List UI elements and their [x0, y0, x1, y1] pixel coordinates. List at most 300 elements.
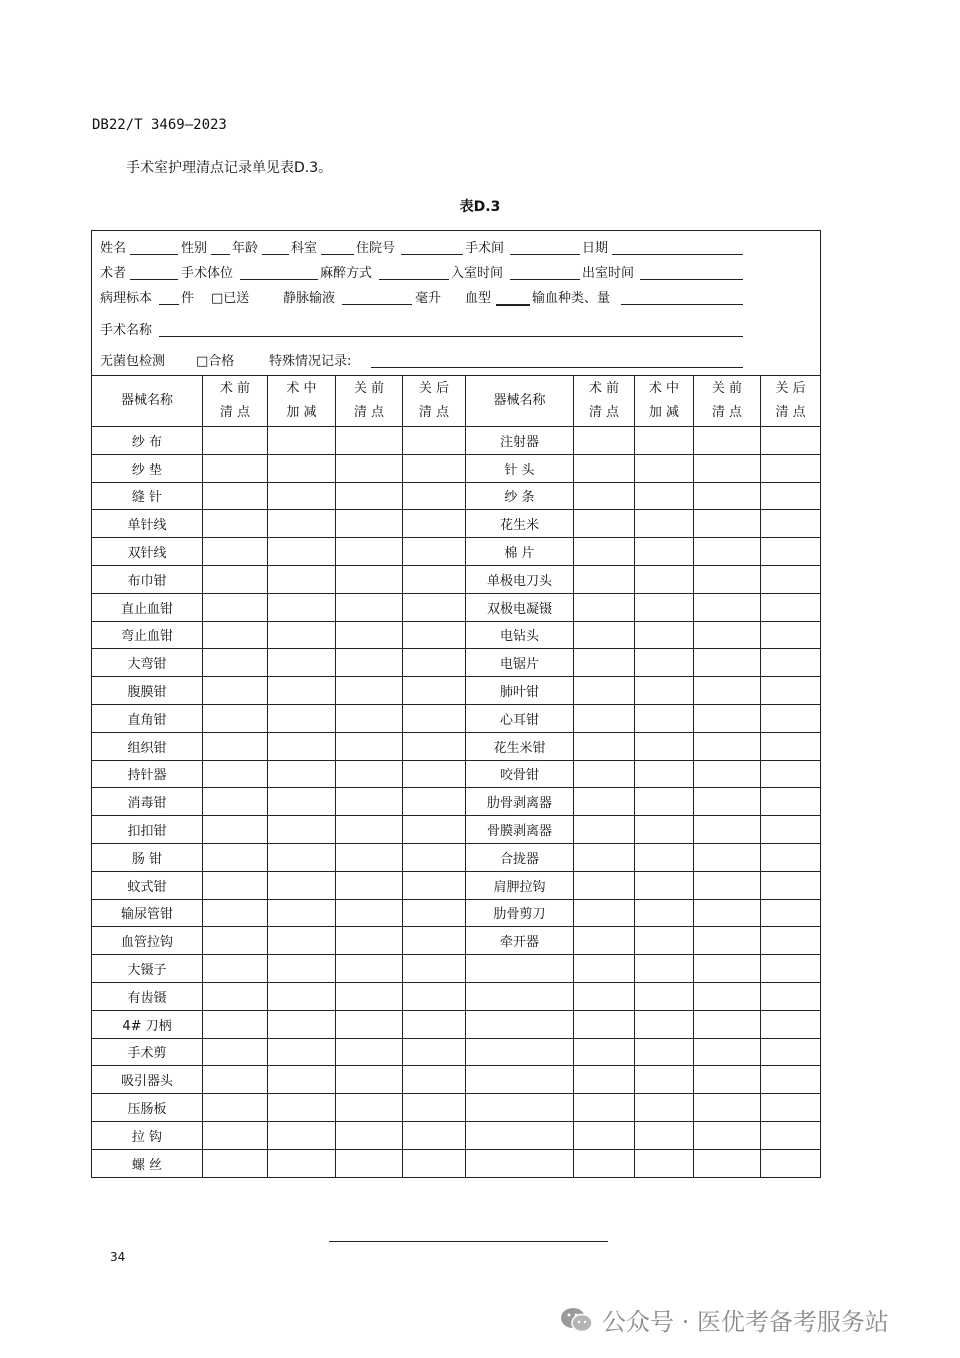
count-cell-preclose-right[interactable]: [694, 427, 761, 455]
count-cell-pre-count-left[interactable]: [203, 565, 268, 593]
table-row: [92, 1121, 821, 1149]
count-cell-postclose-right[interactable]: [761, 1066, 821, 1094]
count-cell-pre-count-right[interactable]: [574, 927, 635, 955]
field-operation-name[interactable]: [159, 336, 743, 337]
count-cell-intraop-left[interactable]: [268, 1038, 336, 1066]
count-cell-preclose-left[interactable]: [336, 871, 403, 899]
field-dept[interactable]: [321, 254, 354, 255]
count-cell-pre-count-left[interactable]: [203, 788, 268, 816]
count-cell-postclose-right[interactable]: [761, 732, 821, 760]
instrument-name-right: 肩胛拉钩: [466, 871, 574, 899]
count-cell-postclose-left[interactable]: [403, 982, 466, 1010]
count-cell-pre-count-right[interactable]: [574, 593, 635, 621]
count-cell-pre-count-right[interactable]: [574, 704, 635, 732]
instrument-name-right: 心耳钳: [466, 704, 574, 732]
count-cell-intraop-right[interactable]: [635, 927, 694, 955]
count-cell-intraop-right[interactable]: [635, 1066, 694, 1094]
count-cell-preclose-left[interactable]: [336, 565, 403, 593]
count-cell-intraop-left[interactable]: [268, 1121, 336, 1149]
count-cell-pre-count-right[interactable]: [574, 427, 635, 455]
instrument-name-right: 咬骨钳: [466, 760, 574, 788]
col-header-preclose-right: 关 前 清 点: [694, 376, 761, 427]
count-cell-postclose-left[interactable]: [403, 927, 466, 955]
table-row: [92, 788, 821, 816]
count-cell-postclose-right[interactable]: [761, 1121, 821, 1149]
count-cell-preclose-left[interactable]: [336, 955, 403, 983]
count-cell-preclose-left[interactable]: [336, 843, 403, 871]
field-transfusion[interactable]: [621, 304, 743, 305]
count-cell-intraop-left[interactable]: [268, 955, 336, 983]
count-cell-preclose-right[interactable]: [694, 843, 761, 871]
count-cell-pre-count-right[interactable]: [574, 1094, 635, 1122]
count-cell-intraop-left[interactable]: [268, 677, 336, 705]
count-cell-pre-count-right[interactable]: [574, 1149, 635, 1177]
count-cell-pre-count-right[interactable]: [574, 1066, 635, 1094]
count-cell-pre-count-left[interactable]: [203, 927, 268, 955]
field-age[interactable]: [262, 254, 289, 255]
col-header-intraop-right: 术 中 加 减: [635, 376, 694, 427]
count-cell-intraop-left[interactable]: [268, 788, 336, 816]
count-cell-preclose-left[interactable]: [336, 788, 403, 816]
count-cell-postclose-left[interactable]: [403, 1149, 466, 1177]
count-cell-intraop-left[interactable]: [268, 538, 336, 566]
instrument-name-left: 纱 垫: [92, 454, 203, 482]
instrument-name-left: 弯止血钳: [92, 621, 203, 649]
count-cell-postclose-right[interactable]: [761, 899, 821, 927]
count-cell-postclose-right[interactable]: [761, 1149, 821, 1177]
count-cell-pre-count-right[interactable]: [574, 955, 635, 983]
count-cell-preclose-left[interactable]: [336, 1094, 403, 1122]
field-position[interactable]: [240, 279, 318, 280]
table-row: [92, 538, 821, 566]
field-inpatient-no[interactable]: [401, 254, 463, 255]
count-cell-intraop-right[interactable]: [635, 760, 694, 788]
count-cell-postclose-right[interactable]: [761, 1010, 821, 1038]
count-cell-pre-count-right[interactable]: [574, 843, 635, 871]
count-cell-intraop-left[interactable]: [268, 816, 336, 844]
count-cell-preclose-left[interactable]: [336, 732, 403, 760]
checkbox-sent[interactable]: □已送: [211, 291, 250, 306]
count-cell-pre-count-left[interactable]: [203, 1066, 268, 1094]
count-cell-postclose-left[interactable]: [403, 649, 466, 677]
table-row: [92, 732, 821, 760]
count-cell-preclose-right[interactable]: [694, 621, 761, 649]
count-cell-preclose-right[interactable]: [694, 1094, 761, 1122]
count-cell-intraop-right[interactable]: [635, 482, 694, 510]
count-cell-postclose-left[interactable]: [403, 510, 466, 538]
count-cell-postclose-left[interactable]: [403, 955, 466, 983]
instrument-name-left: 蚊式钳: [92, 871, 203, 899]
table-row: [92, 510, 821, 538]
count-cell-pre-count-left[interactable]: [203, 982, 268, 1010]
label-inpatient-no: 住院号: [356, 241, 396, 256]
count-cell-intraop-left[interactable]: [268, 982, 336, 1010]
field-iv-volume[interactable]: [342, 304, 412, 305]
count-cell-postclose-left[interactable]: [403, 677, 466, 705]
count-cell-postclose-right[interactable]: [761, 454, 821, 482]
count-cell-postclose-left[interactable]: [403, 1121, 466, 1149]
checkbox-qualified[interactable]: □合格: [196, 354, 235, 369]
wechat-icon: [560, 1307, 594, 1333]
count-cell-postclose-left[interactable]: [403, 482, 466, 510]
count-cell-preclose-left[interactable]: [336, 649, 403, 677]
count-cell-postclose-right[interactable]: [761, 621, 821, 649]
col-header-postclose-left: 关 后 清 点: [403, 376, 466, 427]
count-cell-pre-count-left[interactable]: [203, 593, 268, 621]
field-specimen-count[interactable]: [159, 304, 179, 305]
instrument-name-right: 双极电凝镊: [466, 593, 574, 621]
col-header-intraop-left: 术 中 加 减: [268, 376, 336, 427]
instrument-name-right: 注射器: [466, 427, 574, 455]
count-cell-pre-count-left[interactable]: [203, 454, 268, 482]
count-cell-postclose-left[interactable]: [403, 538, 466, 566]
document-code: DB22/T 3469—2023: [92, 117, 227, 133]
count-cell-preclose-left[interactable]: [336, 816, 403, 844]
field-special-notes[interactable]: [371, 367, 743, 368]
instrument-name-right: 骨膜剥离器: [466, 816, 574, 844]
count-cell-postclose-left[interactable]: [403, 593, 466, 621]
count-cell-pre-count-left[interactable]: [203, 732, 268, 760]
count-cell-pre-count-right[interactable]: [574, 538, 635, 566]
count-cell-pre-count-left[interactable]: [203, 760, 268, 788]
count-cell-intraop-right[interactable]: [635, 621, 694, 649]
table-row: [92, 454, 821, 482]
count-cell-pre-count-right[interactable]: [574, 1038, 635, 1066]
count-cell-preclose-right[interactable]: [694, 538, 761, 566]
count-cell-pre-count-right[interactable]: [574, 677, 635, 705]
count-cell-pre-count-left[interactable]: [203, 1038, 268, 1066]
count-cell-postclose-left[interactable]: [403, 816, 466, 844]
count-cell-preclose-right[interactable]: [694, 1010, 761, 1038]
instrument-name-right: [466, 1121, 574, 1149]
count-cell-postclose-left[interactable]: [403, 704, 466, 732]
count-cell-postclose-right[interactable]: [761, 704, 821, 732]
count-cell-preclose-right[interactable]: [694, 955, 761, 983]
count-cell-preclose-left[interactable]: [336, 760, 403, 788]
count-cell-postclose-left[interactable]: [403, 1094, 466, 1122]
count-cell-pre-count-left[interactable]: [203, 704, 268, 732]
count-cell-preclose-right[interactable]: [694, 510, 761, 538]
count-cell-postclose-left[interactable]: [403, 427, 466, 455]
count-cell-postclose-right[interactable]: [761, 593, 821, 621]
field-anesthesia[interactable]: [379, 279, 449, 280]
table-row: [92, 704, 821, 732]
table-title: 表D.3: [459, 199, 501, 215]
count-cell-intraop-right[interactable]: [635, 1094, 694, 1122]
count-cell-postclose-right[interactable]: [761, 427, 821, 455]
count-cell-postclose-left[interactable]: [403, 899, 466, 927]
count-cell-postclose-left[interactable]: [403, 454, 466, 482]
field-date[interactable]: [612, 254, 743, 255]
label-entry-time: 入室时间: [451, 266, 504, 281]
field-entry-time[interactable]: [510, 279, 580, 280]
page-number: 34: [110, 1250, 126, 1264]
count-cell-intraop-right[interactable]: [635, 538, 694, 566]
count-cell-preclose-right[interactable]: [694, 482, 761, 510]
count-cell-preclose-right[interactable]: [694, 1038, 761, 1066]
count-cell-preclose-right[interactable]: [694, 871, 761, 899]
count-cell-postclose-right[interactable]: [761, 955, 821, 983]
count-cell-preclose-left[interactable]: [336, 621, 403, 649]
count-cell-postclose-right[interactable]: [761, 538, 821, 566]
count-cell-preclose-right[interactable]: [694, 816, 761, 844]
label-dept: 科室: [291, 241, 318, 256]
instrument-name-left: 持针器: [92, 760, 203, 788]
count-cell-preclose-right[interactable]: [694, 732, 761, 760]
count-cell-preclose-right[interactable]: [694, 982, 761, 1010]
count-cell-pre-count-left[interactable]: [203, 955, 268, 983]
count-cell-intraop-right[interactable]: [635, 1038, 694, 1066]
count-cell-postclose-right[interactable]: [761, 677, 821, 705]
count-cell-pre-count-left[interactable]: [203, 1094, 268, 1122]
count-cell-postclose-left[interactable]: [403, 760, 466, 788]
count-cell-postclose-right[interactable]: [761, 565, 821, 593]
count-cell-pre-count-left[interactable]: [203, 621, 268, 649]
count-cell-pre-count-left[interactable]: [203, 1149, 268, 1177]
count-cell-postclose-right[interactable]: [761, 816, 821, 844]
count-cell-pre-count-right[interactable]: [574, 454, 635, 482]
field-blood-type[interactable]: [496, 304, 530, 306]
table-row: [92, 760, 821, 788]
count-cell-intraop-right[interactable]: [635, 510, 694, 538]
table-row: [92, 816, 821, 844]
count-cell-pre-count-right[interactable]: [574, 732, 635, 760]
count-cell-pre-count-left[interactable]: [203, 649, 268, 677]
label-transfusion: 输血种类、量: [532, 291, 611, 306]
count-cell-intraop-right[interactable]: [635, 955, 694, 983]
count-cell-preclose-left[interactable]: [336, 1121, 403, 1149]
count-cell-intraop-right[interactable]: [635, 565, 694, 593]
table-row: [92, 927, 821, 955]
instrument-name-right: [466, 982, 574, 1010]
watermark: [560, 1302, 889, 1337]
table-row: [92, 1094, 821, 1122]
count-cell-intraop-right[interactable]: [635, 816, 694, 844]
count-cell-pre-count-left[interactable]: [203, 427, 268, 455]
count-cell-postclose-right[interactable]: [761, 649, 821, 677]
count-cell-postclose-left[interactable]: [403, 732, 466, 760]
count-cell-preclose-right[interactable]: [694, 927, 761, 955]
count-cell-intraop-left[interactable]: [268, 1010, 336, 1038]
count-cell-preclose-left[interactable]: [336, 1038, 403, 1066]
count-cell-intraop-right[interactable]: [635, 677, 694, 705]
count-cell-intraop-right[interactable]: [635, 871, 694, 899]
count-cell-intraop-right[interactable]: [635, 843, 694, 871]
count-cell-pre-count-right[interactable]: [574, 788, 635, 816]
instrument-name-right: [466, 1010, 574, 1038]
label-name: 姓名: [100, 241, 127, 256]
count-cell-intraop-right[interactable]: [635, 732, 694, 760]
col-header-name-right: 器械名称: [466, 376, 574, 427]
count-cell-pre-count-right[interactable]: [574, 760, 635, 788]
count-cell-preclose-left[interactable]: [336, 899, 403, 927]
count-cell-pre-count-right[interactable]: [574, 871, 635, 899]
count-cell-intraop-left[interactable]: [268, 593, 336, 621]
count-cell-intraop-left[interactable]: [268, 843, 336, 871]
count-cell-pre-count-right[interactable]: [574, 899, 635, 927]
count-cell-pre-count-right[interactable]: [574, 982, 635, 1010]
count-cell-preclose-right[interactable]: [694, 1066, 761, 1094]
label-blood-type: 血型: [465, 291, 492, 306]
count-cell-postclose-left[interactable]: [403, 1038, 466, 1066]
count-cell-intraop-left[interactable]: [268, 454, 336, 482]
count-cell-pre-count-right[interactable]: [574, 621, 635, 649]
instrument-name-left: 有齿镊: [92, 982, 203, 1010]
count-cell-postclose-left[interactable]: [403, 871, 466, 899]
count-cell-preclose-right[interactable]: [694, 593, 761, 621]
count-cell-preclose-left[interactable]: [336, 510, 403, 538]
count-cell-preclose-right[interactable]: [694, 704, 761, 732]
count-cell-intraop-left[interactable]: [268, 649, 336, 677]
count-cell-pre-count-left[interactable]: [203, 510, 268, 538]
count-cell-pre-count-left[interactable]: [203, 871, 268, 899]
count-cell-pre-count-left[interactable]: [203, 1010, 268, 1038]
instrument-name-right: 花生米钳: [466, 732, 574, 760]
count-cell-preclose-right[interactable]: [694, 760, 761, 788]
label-operation-name: 手术名称: [100, 323, 153, 338]
count-cell-intraop-left[interactable]: [268, 1094, 336, 1122]
count-cell-pre-count-left[interactable]: [203, 1121, 268, 1149]
count-cell-intraop-left[interactable]: [268, 732, 336, 760]
count-cell-preclose-right[interactable]: [694, 649, 761, 677]
instrument-name-right: [466, 1149, 574, 1177]
instrument-name-right: 单极电刀头: [466, 565, 574, 593]
count-cell-intraop-right[interactable]: [635, 704, 694, 732]
count-cell-pre-count-left[interactable]: [203, 538, 268, 566]
count-cell-pre-count-right[interactable]: [574, 649, 635, 677]
col-header-pre-count-right: 术 前 清 点: [574, 376, 635, 427]
instrument-name-left: 缝 针: [92, 482, 203, 510]
instrument-name-left: 双针线: [92, 538, 203, 566]
count-cell-postclose-right[interactable]: [761, 760, 821, 788]
count-cell-preclose-left[interactable]: [336, 538, 403, 566]
field-gender[interactable]: [211, 254, 230, 255]
count-cell-pre-count-right[interactable]: [574, 1121, 635, 1149]
count-cell-pre-count-right[interactable]: [574, 1010, 635, 1038]
count-cell-postclose-left[interactable]: [403, 565, 466, 593]
table-row: [92, 1149, 821, 1177]
count-cell-postclose-right[interactable]: [761, 510, 821, 538]
count-cell-postclose-left[interactable]: [403, 621, 466, 649]
count-cell-intraop-right[interactable]: [635, 649, 694, 677]
count-cell-intraop-right[interactable]: [635, 454, 694, 482]
count-cell-preclose-left[interactable]: [336, 454, 403, 482]
count-cell-postclose-right[interactable]: [761, 982, 821, 1010]
label-age: 年龄: [232, 241, 259, 256]
count-cell-pre-count-left[interactable]: [203, 816, 268, 844]
intro-text: 手术室护理清点记录单见表D.3。: [126, 160, 333, 176]
count-cell-intraop-right[interactable]: [635, 593, 694, 621]
count-cell-postclose-right[interactable]: [761, 1094, 821, 1122]
count-cell-preclose-left[interactable]: [336, 927, 403, 955]
count-cell-preclose-right[interactable]: [694, 677, 761, 705]
count-cell-postclose-left[interactable]: [403, 788, 466, 816]
count-cell-intraop-right[interactable]: [635, 899, 694, 927]
count-cell-postclose-right[interactable]: [761, 927, 821, 955]
count-cell-intraop-right[interactable]: [635, 427, 694, 455]
count-record-table: [91, 230, 821, 1178]
count-cell-intraop-left[interactable]: [268, 565, 336, 593]
count-cell-postclose-left[interactable]: [403, 843, 466, 871]
instrument-name-left: 组织钳: [92, 732, 203, 760]
field-exit-time[interactable]: [640, 279, 743, 280]
instrument-name-right: 纱 条: [466, 482, 574, 510]
count-cell-preclose-left[interactable]: [336, 982, 403, 1010]
nursing-count-form: [91, 230, 820, 1171]
instrument-name-right: 针 头: [466, 454, 574, 482]
count-cell-intraop-left[interactable]: [268, 1149, 336, 1177]
count-cell-intraop-left[interactable]: [268, 621, 336, 649]
count-cell-intraop-right[interactable]: [635, 1010, 694, 1038]
count-cell-postclose-left[interactable]: [403, 1010, 466, 1038]
count-cell-postclose-right[interactable]: [761, 871, 821, 899]
count-cell-postclose-left[interactable]: [403, 1066, 466, 1094]
count-cell-postclose-right[interactable]: [761, 1038, 821, 1066]
count-cell-preclose-left[interactable]: [336, 593, 403, 621]
count-cell-preclose-left[interactable]: [336, 482, 403, 510]
count-cell-pre-count-left[interactable]: [203, 482, 268, 510]
count-cell-intraop-right[interactable]: [635, 982, 694, 1010]
count-cell-intraop-left[interactable]: [268, 1066, 336, 1094]
count-cell-intraop-left[interactable]: [268, 871, 336, 899]
field-or-room[interactable]: [510, 254, 580, 255]
count-cell-intraop-right[interactable]: [635, 788, 694, 816]
count-cell-intraop-right[interactable]: [635, 1149, 694, 1177]
count-cell-intraop-left[interactable]: [268, 482, 336, 510]
count-cell-preclose-right[interactable]: [694, 454, 761, 482]
count-cell-pre-count-right[interactable]: [574, 482, 635, 510]
count-cell-pre-count-right[interactable]: [574, 510, 635, 538]
count-cell-preclose-left[interactable]: [336, 427, 403, 455]
count-cell-postclose-right[interactable]: [761, 843, 821, 871]
count-cell-pre-count-left[interactable]: [203, 677, 268, 705]
count-cell-intraop-left[interactable]: [268, 899, 336, 927]
count-cell-preclose-right[interactable]: [694, 565, 761, 593]
count-cell-postclose-right[interactable]: [761, 788, 821, 816]
info-line-3: [92, 286, 820, 312]
count-cell-intraop-left[interactable]: [268, 927, 336, 955]
count-cell-intraop-left[interactable]: [268, 510, 336, 538]
count-cell-preclose-left[interactable]: [336, 677, 403, 705]
count-cell-preclose-left[interactable]: [336, 704, 403, 732]
count-cell-intraop-right[interactable]: [635, 1121, 694, 1149]
count-cell-postclose-right[interactable]: [761, 482, 821, 510]
count-cell-pre-count-right[interactable]: [574, 816, 635, 844]
label-pieces: 件: [181, 291, 195, 306]
field-name[interactable]: [130, 254, 178, 255]
instrument-name-right: 肺叶钳: [466, 677, 574, 705]
count-cell-intraop-left[interactable]: [268, 760, 336, 788]
count-cell-preclose-left[interactable]: [336, 1149, 403, 1177]
instrument-name-left: 血管拉钩: [92, 927, 203, 955]
count-cell-preclose-right[interactable]: [694, 899, 761, 927]
count-cell-preclose-right[interactable]: [694, 1149, 761, 1177]
info-line-1: [92, 234, 820, 260]
label-exit-time: 出室时间: [582, 266, 635, 281]
count-cell-intraop-left[interactable]: [268, 704, 336, 732]
count-cell-preclose-left[interactable]: [336, 1066, 403, 1094]
info-line-2: [92, 260, 820, 286]
count-cell-pre-count-right[interactable]: [574, 565, 635, 593]
count-cell-pre-count-left[interactable]: [203, 899, 268, 927]
count-cell-preclose-right[interactable]: [694, 1121, 761, 1149]
count-cell-preclose-left[interactable]: [336, 1010, 403, 1038]
count-cell-preclose-right[interactable]: [694, 788, 761, 816]
table-row: [92, 1010, 821, 1038]
count-cell-intraop-left[interactable]: [268, 427, 336, 455]
count-cell-pre-count-left[interactable]: [203, 843, 268, 871]
field-surgeon[interactable]: [130, 279, 178, 280]
